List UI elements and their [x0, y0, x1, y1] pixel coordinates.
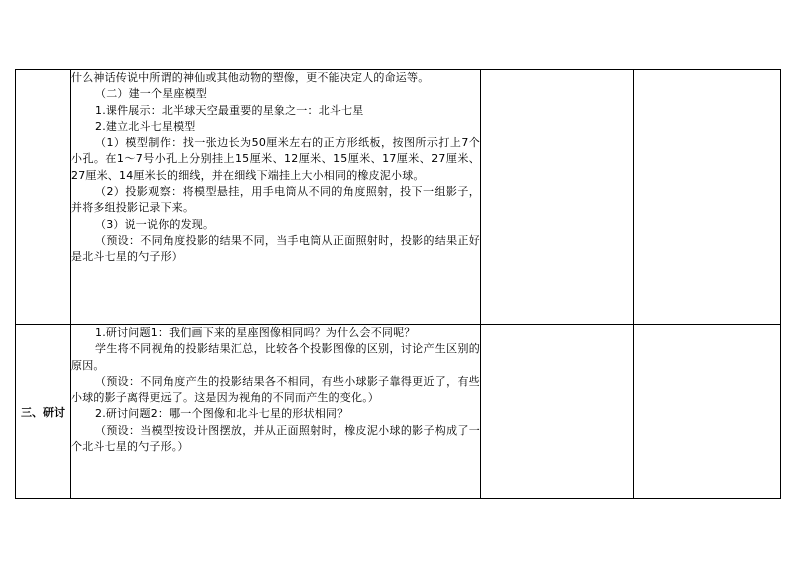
table-row	[16, 70, 781, 325]
paragraph: （3）说一说你的发现。	[95, 217, 215, 231]
blank-cell	[634, 325, 781, 499]
paragraph: 2.建立北斗七星模型	[95, 119, 196, 133]
paragraph: （1）模型制作：找一张边长为50厘米左右的正方形纸板，按图所示打上7个小孔。在1～7号小孔上分别挂上15厘米、12厘米、15厘米、17厘米、27厘米、27厘米、14厘米长的细线，并在细线下端挂上大小相同的橡皮泥小球。	[71, 136, 480, 182]
paragraph: （二）建一个星座模型	[95, 87, 207, 101]
lesson-table	[15, 69, 781, 499]
table-row	[16, 325, 781, 499]
blank-cell	[481, 70, 634, 325]
paragraph: 1.课件展示：北半球天空最重要的星象之一：北斗七星	[95, 103, 364, 117]
section-label	[16, 70, 71, 325]
paragraph: （2）投影观察：将模型悬挂，用手电筒从不同的角度照射，投下一组影子，并将多组投影记录下来。	[71, 185, 480, 215]
paragraph: （预设：当模型按设计图摆放，并从正面照射时，橡皮泥小球的影子构成了一个北斗七星的勺子形。）	[71, 423, 480, 454]
paragraph: （预设：不同角度产生的投影结果各不相同，有些小球影子靠得更近了，有些小球的影子离得更远了。这是因为视角的不同而产生的变化。）	[71, 374, 480, 405]
paragraph: （预设：不同角度投影的结果不同，当手电筒从正面照射时，投影的结果正好是北斗七星的勺子形）	[71, 233, 480, 264]
paragraph: 什么神话传说中所谓的神仙或其他动物的塑像，更不能决定人的命运等。	[71, 71, 430, 84]
blank-cell	[481, 325, 634, 499]
paragraph: 2.研讨问题2：哪一个图像和北斗七星的形状相同？	[95, 407, 349, 421]
content-cell	[71, 70, 481, 325]
paragraph: 学生将不同视角的投影结果汇总，比较各个投影图像的区别，讨论产生区别的原因。	[71, 342, 480, 372]
content-cell	[71, 325, 481, 499]
blank-cell	[634, 70, 781, 325]
section-label: 三、研讨	[16, 325, 71, 499]
paragraph: 1.研讨问题1：我们画下来的星座图像相同吗？为什么会不同呢？	[95, 326, 416, 339]
